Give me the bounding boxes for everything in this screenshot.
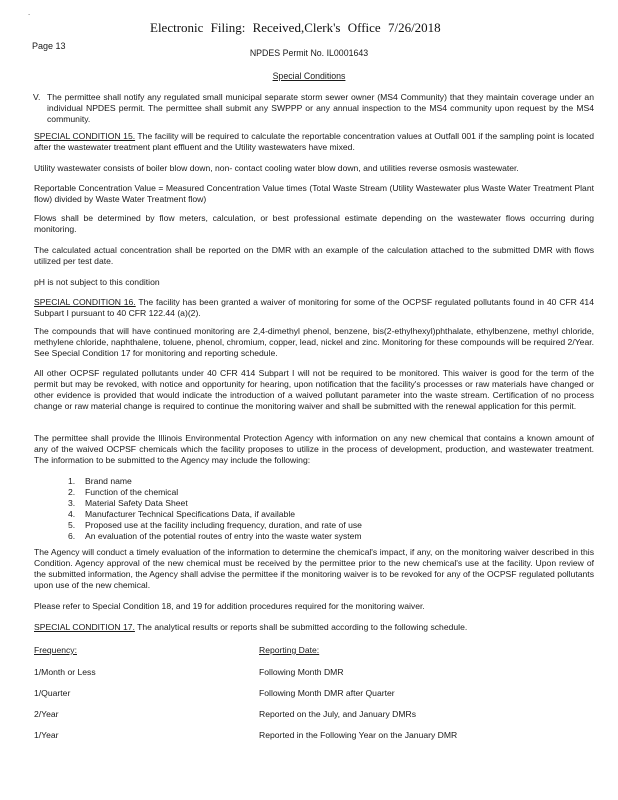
sc15-utility: Utility wastewater consists of boiler blow down, non- contact cooling water blow down, and utilities reverse osmosis wastewater. [34, 163, 519, 173]
list-item: An evaluation of the potential routes of entry into the waste water system [85, 531, 362, 541]
list-number: 3. [68, 498, 76, 508]
schedule-date: Following Month DMR [259, 667, 344, 677]
sc16-evaluation: The Agency will conduct a timely evaluation of the information to determine the chemical's impact, if any, on the monitoring waiver described in this Condition. Agency approval of the new chemical must be received by the permittee prior to the new chemical's use at the facility. Upon review of the submitted information, the Agency shall advise the permittee if the monitoring waiver is to be revoked for any of the OCPSF regulated pollutants upon use of the new chemical. [34, 547, 594, 590]
sc17-heading: SPECIAL CONDITION 17. [34, 622, 135, 632]
sc15-paragraph [34, 131, 594, 153]
reporting-date-header: Reporting Date: [259, 645, 320, 655]
schedule-frequency: 2/Year [34, 709, 59, 719]
schedule-date: Reported on the July, and January DMRs [259, 709, 416, 719]
sc15-formula: Reportable Concentration Value = Measured Concentration Value times (Total Waste Stream (Utility Wastewater plus Waste Water Treatment Plant flow) divided by Waste Water Treatment flow) [34, 183, 594, 204]
list-number: 1. [68, 476, 76, 486]
page-number: Page 13 [32, 41, 66, 51]
sc17-text: The analytical results or reports shall be submitted according to the following schedule. [134, 622, 468, 632]
schedule-frequency: 1/Quarter [34, 688, 71, 698]
list-number: 2. [68, 487, 76, 497]
list-item: Material Safety Data Sheet [85, 498, 188, 508]
permit-number: NPDES Permit No. IL0001643 [249, 48, 369, 58]
list-item: Proposed use at the facility including frequency, duration, and rate of use [85, 520, 362, 530]
list-item: Brand name [85, 476, 132, 486]
sc15-calc: The calculated actual concentration shall be reported on the DMR with an example of the calculation attached to the submitted DMR with flows utilized per test date. [34, 245, 594, 266]
schedule-frequency: 1/Month or Less [34, 667, 96, 677]
sc17-paragraph [34, 622, 594, 633]
frequency-header: Frequency: [34, 645, 77, 655]
sc16-text: The facility has been granted a waiver of monitoring for some of the OCPSF regulated pollutants found in 40 CFR 414 Subpart I pursuant to 40 CFR 122.44 (a)(2). [34, 297, 594, 318]
section-title: Special Conditions [272, 71, 346, 81]
scan-speck: ˙ [28, 13, 31, 23]
sc16-heading: SPECIAL CONDITION 16. [34, 297, 136, 307]
sc16-provide: The permittee shall provide the Illinois Environmental Protection Agency with information on any new chemical that contains a known amount of any of the waived OCPSF chemicals which the facility proposes to utilize in the process of development, production, and wastewater treatment. The information to be submitted to the Agency may include the following: [34, 433, 594, 465]
sc15-text: The facility will be required to calculate the reportable concentration values at Outfall 001 if the sampling point is located after the wastewater treatment plant effluent and the Utility wastewaters have mixed. [34, 131, 594, 152]
sc16-paragraph [34, 297, 594, 319]
sc16-compounds: The compounds that will have continued monitoring are 2,4-dimethyl phenol, benzene, bis(2-ethylhexyl)phthalate, ethylbenzene, methyl chloride, methylene chloride, naphthalene, toluene, phenol, chromium, copper, lead, nickel and zinc. Monitoring for these compounds will be required 2/Year. See Special Condition 17 for monitoring and reporting schedule. [34, 326, 594, 358]
list-number: 6. [68, 531, 76, 541]
sc16-refer: Please refer to Special Condition 18, and 19 for addition procedures required for the monitoring waiver. [34, 601, 425, 611]
schedule-frequency: 1/Year [34, 730, 59, 740]
filing-stamp: Electronic Filing: Received,Clerk's Office 7/26/2018 [150, 20, 441, 35]
sc15-ph: pH is not subject to this condition [34, 277, 160, 287]
item-v-text: The permittee shall notify any regulated small municipal separate storm sewer owner (MS4 Community) that they maintain coverage under an individual NPDES permit. The permittee shall submit any SWPPP or any annual inspection to the MS4 community upon request by the MS4 community. [47, 92, 594, 124]
list-item: Manufacturer Technical Specifications Data, if available [85, 509, 296, 519]
sc16-other: All other OCPSF regulated pollutants under 40 CFR 414 Subpart I will not be required to be monitored. This waiver is good for the term of the permit but may be revoked, with notice and opportunity for hearing, upon notification that the facility's processes or raw materials have changed or other evidence is provided that would indicate the introduction of a waived pollutant parameter into the waste stream. Certification of no process change or raw material change is required to continue the monitoring waiver and shall be submitted with the renewal application for this permit. [34, 368, 594, 411]
list-number: 4. [68, 509, 76, 519]
list-number: 5. [68, 520, 76, 530]
list-item: Function of the chemical [85, 487, 179, 497]
schedule-date: Reported in the Following Year on the January DMR [259, 730, 458, 740]
sc15-flows: Flows shall be determined by flow meters, calculation, or best professional estimate depending on the wastewater flows occurring during monitoring. [34, 213, 594, 234]
item-v-marker: V. [33, 92, 41, 102]
sc15-heading: SPECIAL CONDITION 15. [34, 131, 136, 141]
schedule-date: Following Month DMR after Quarter [259, 688, 395, 698]
